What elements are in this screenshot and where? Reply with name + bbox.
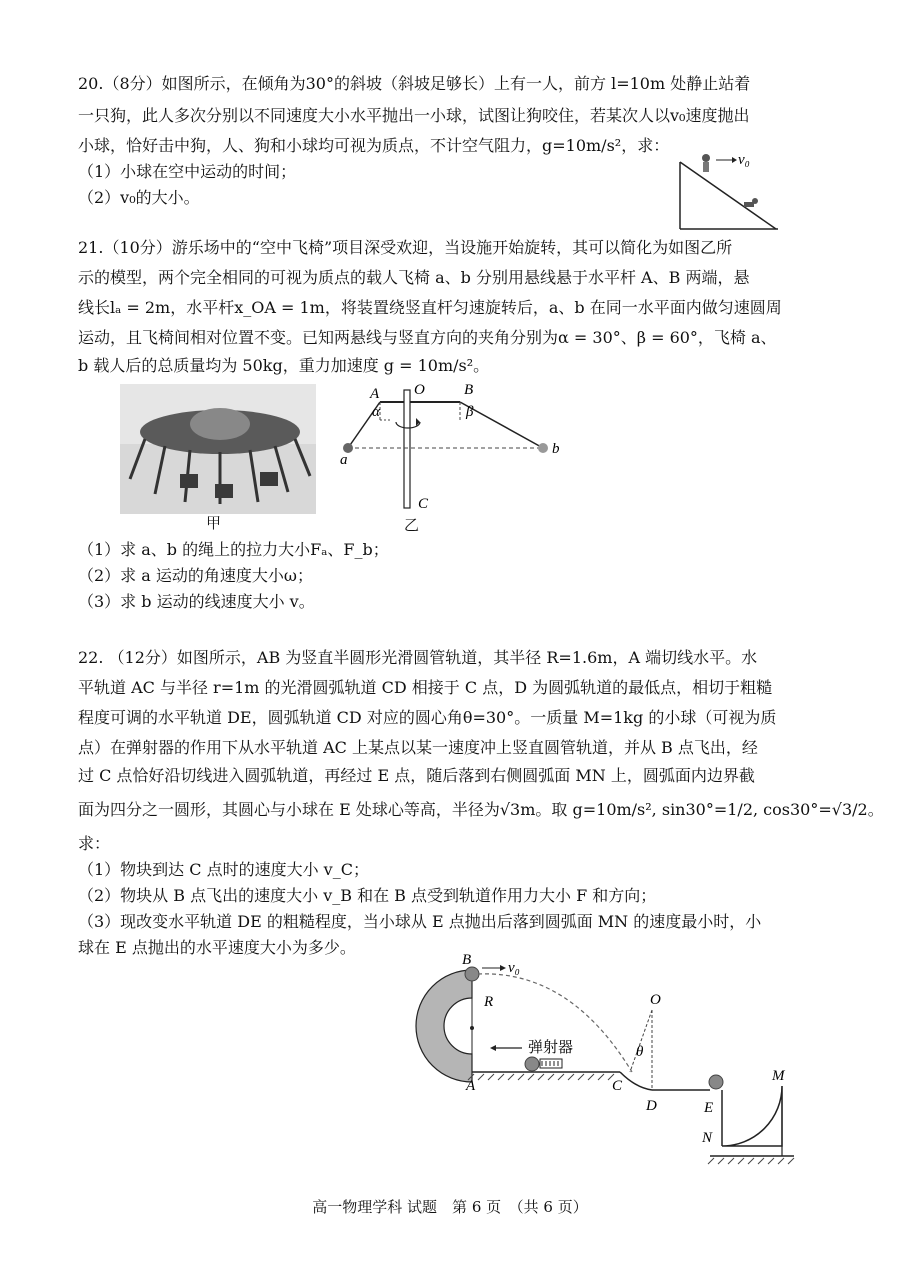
- person-icon: [702, 154, 710, 172]
- caption-yi: 乙: [404, 516, 420, 534]
- label-launcher: 弹射器: [528, 1038, 574, 1056]
- q22-line-1: 22. （12分）如图所示，AB 为竖直半圆形光滑圆管轨道，其半径 R=1.6m，A 端切线水平。水: [78, 648, 758, 667]
- q22-line-6: 面为四分之一圆形，其圆心与小球在 E 处球心等高，半径为√3m。取 g=10m/s², sin30°=1/2, cos30°=√3/2。: [78, 800, 884, 819]
- label-v0: v₀: [508, 960, 520, 976]
- caption-jia: 甲: [206, 514, 222, 532]
- label-D: D: [646, 1098, 657, 1114]
- label-M: M: [772, 1068, 785, 1084]
- q20-line-3: 小球，恰好击中狗，人、狗和小球均可视为质点，不计空气阻力，g=10m/s²，求：: [78, 136, 670, 155]
- label-N: N: [702, 1130, 713, 1146]
- q22-question-1: （1）物块到达 C 点时的速度大小 v_C；: [78, 860, 369, 879]
- q22-line-7: 求：: [78, 834, 111, 853]
- label-O: O: [414, 382, 425, 398]
- q21-line-5: b 载人后的总质量均为 50kg，重力加速度 g = 10m/s²。: [78, 356, 490, 375]
- q20-line-1: 20.（8分）如图所示，在倾角为30°的斜坡（斜坡足够长）上有一人，前方 l=10m 处静止站着: [78, 74, 751, 93]
- label-B: B: [464, 382, 474, 398]
- label-beta: β: [466, 404, 474, 420]
- page-footer: 高一物理学科 试题 第 6 页 （共 6 页）: [312, 1198, 588, 1216]
- q22-line-5: 过 C 点恰好沿切线进入圆弧轨道，再经过 E 点，随后落到右侧圆弧面 MN 上，圆弧面内边界截: [78, 766, 755, 785]
- q22-question-2: （2）物块从 B 点飞出的速度大小 v_B 和在 B 点受到轨道作用力大小 F 和方向；: [78, 886, 657, 905]
- label-E: E: [704, 1100, 714, 1116]
- label-A: A: [466, 1078, 476, 1094]
- label-A: A: [370, 386, 380, 402]
- label-alpha: α: [372, 404, 380, 420]
- q20-line-2: 一只狗，此人多次分别以不同速度大小水平抛出一小球，试图让狗咬住，若某次人以v₀速度抛出: [78, 106, 750, 125]
- q21-line-3: 线长lₐ = 2m，水平杆x_OA = 1m，将装置绕竖直杆匀速旋转后，a、b 在同一水平面内做匀速圆周: [78, 298, 782, 317]
- q20-question-2: （2）v₀的大小。: [78, 188, 200, 207]
- q22-line-4: 点）在弹射器的作用下从水平轨道 AC 上某点以某一速度冲上竖直圆管轨道，并从 B 点飞出，经: [78, 738, 758, 757]
- q22-line-3: 程度可调的水平轨道 DE，圆弧轨道 CD 对应的圆心角θ=30°。一质量 M=1kg 的小球（可视为质: [78, 708, 777, 727]
- q22-question-3: （3）现改变水平轨道 DE 的粗糙程度，当小球从 E 点抛出后落到圆弧面 MN 的速度最小时，小: [78, 912, 762, 931]
- swing-model-diagram: [330, 380, 570, 530]
- label-O: O: [650, 992, 661, 1008]
- q20-question-1: （1）小球在空中运动的时间；: [78, 162, 297, 181]
- label-C: C: [612, 1078, 623, 1094]
- v0-label: v₀: [738, 152, 750, 168]
- label-B: B: [462, 952, 472, 968]
- q21-question-2: （2）求 a 运动的角速度大小ω；: [78, 566, 313, 585]
- q22-question-3-cont: 球在 E 点抛出的水平速度大小为多少。: [78, 938, 356, 957]
- q21-line-4: 运动，且飞椅间相对位置不变。已知两悬线与竖直方向的夹角分别为α = 30°、β = 60°，飞椅 a、: [78, 328, 777, 347]
- q21-question-1: （1）求 a、b 的绳上的拉力大小Fₐ、F_b；: [78, 540, 389, 559]
- label-b: b: [552, 441, 560, 457]
- label-R: R: [484, 994, 494, 1010]
- dog-icon: [744, 198, 758, 207]
- q20-slope-figure: [672, 150, 782, 232]
- swing-ride-photo: [120, 384, 316, 514]
- q21-question-3: （3）求 b 运动的线速度大小 v。: [78, 592, 315, 611]
- track-diagram: [410, 950, 810, 1165]
- q22-line-2: 平轨道 AC 与半径 r=1m 的光滑圆弧轨道 CD 相接于 C 点，D 为圆弧轨道的最低点，相切于粗糙: [78, 678, 773, 697]
- q21-line-1: 21.（10分）游乐场中的“空中飞椅”项目深受欢迎，当设施开始旋转，其可以简化为如图乙所: [78, 238, 733, 257]
- label-C: C: [418, 496, 429, 512]
- label-theta: θ: [636, 1044, 644, 1060]
- label-a: a: [340, 452, 348, 468]
- q21-line-2: 示的模型，两个完全相同的可视为质点的载人飞椅 a、b 分别用悬线悬于水平杆 A、B 两端，悬: [78, 268, 750, 287]
